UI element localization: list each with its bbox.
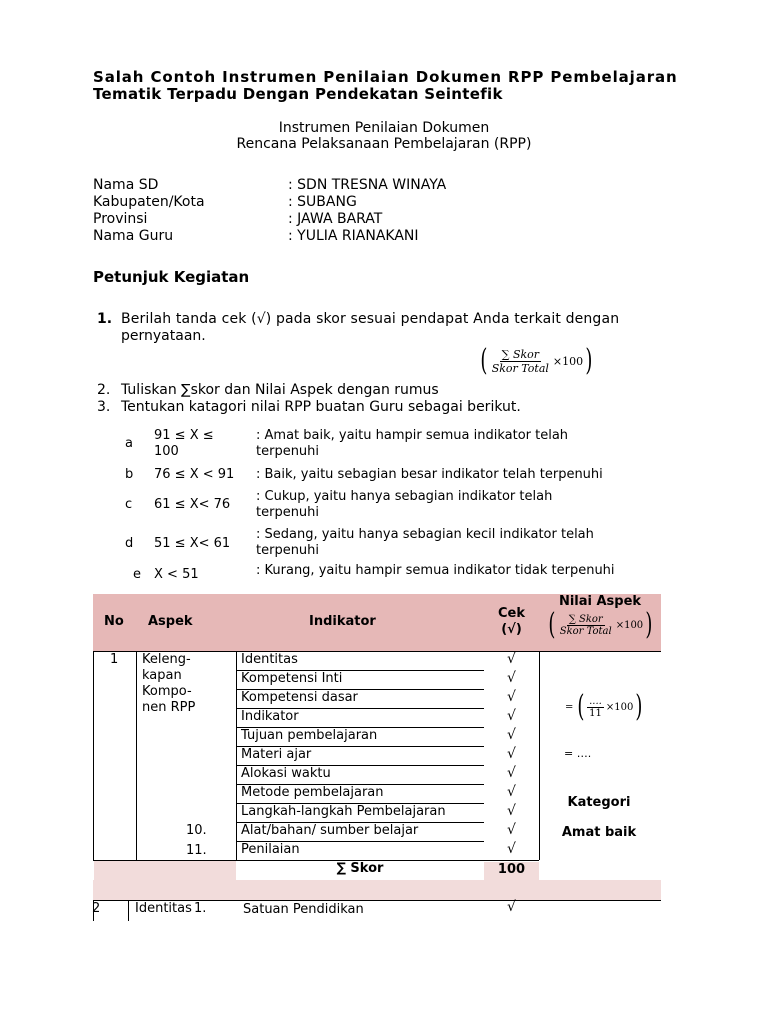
instruction-3-num: 3. xyxy=(97,399,111,415)
check-mark-icon: √ xyxy=(507,746,516,762)
document-title-line2: Tematik Terpadu Dengan Pendekatan Seintefik xyxy=(93,85,503,103)
row1-number: 1 xyxy=(110,652,119,667)
category-e-letter: e xyxy=(133,567,141,582)
row1-aspek-line3: Kompo- xyxy=(142,684,192,699)
indicator-num-10: 10. xyxy=(186,823,207,838)
calc-denominator: 11 xyxy=(589,707,602,719)
check-mark-icon: √ xyxy=(507,689,516,705)
category-c-desc: : Cukup, yaitu hanya sebagian indikator telah xyxy=(256,489,553,504)
row2-indicator: Satuan Pendidikan xyxy=(243,902,364,917)
info-label-nama-guru: Nama Guru xyxy=(93,228,174,244)
header-cek-symbol: (√) xyxy=(501,622,522,637)
category-a-range-2: 100 xyxy=(154,444,179,459)
instruction-1-line1: Berilah tanda cek (√) pada skor sesuai pendapat Anda terkait dengan xyxy=(121,311,620,327)
calc-result: = …. xyxy=(564,747,592,760)
row2-number: 2 xyxy=(92,901,101,916)
instruction-3: Tentukan katagori nilai RPP buatan Guru sebagai berikut. xyxy=(121,399,521,415)
category-a-range: 91 ≤ X ≤ xyxy=(154,428,214,443)
indicator-label: Tujuan pembelajaran xyxy=(241,728,378,743)
calc-paren-left-icon: ( xyxy=(577,689,585,724)
calc-paren-right-icon: ) xyxy=(635,689,643,724)
row1-aspek-line1: Keleng- xyxy=(142,652,191,667)
header-paren-right-icon: ) xyxy=(645,607,653,642)
header-paren-left-icon: ( xyxy=(548,607,556,642)
indicator-row xyxy=(236,689,484,709)
indicator-label: Kompetensi dasar xyxy=(241,690,358,705)
indicator-label: Kompetensi Inti xyxy=(241,671,343,686)
info-value-kabupaten: : SUBANG xyxy=(288,194,357,210)
nilai-calculation xyxy=(563,689,645,724)
indicator-row xyxy=(236,822,484,842)
kategori-value: Amat baik xyxy=(561,825,637,840)
indicator-row xyxy=(236,784,484,804)
category-a-desc-2: terpenuhi xyxy=(256,444,320,459)
category-a-desc: : Amat baik, yaitu hampir semua indikator telah xyxy=(256,428,569,443)
calc-numerator: .... xyxy=(589,695,602,707)
row1-left-border xyxy=(93,651,94,860)
calc-equals: = xyxy=(565,701,574,713)
category-c-range: 61 ≤ X< 76 xyxy=(154,497,231,512)
check-mark-icon: √ xyxy=(507,784,516,800)
indicator-row xyxy=(236,670,484,690)
indicator-row xyxy=(236,765,484,785)
instruction-1-num: 1. xyxy=(97,311,113,327)
indicator-row xyxy=(236,746,484,766)
info-value-nama-guru: : YULIA RIANAKANI xyxy=(288,228,419,244)
indicator-label: Metode pembelajaran xyxy=(241,785,384,800)
info-value-provinsi: : JAWA BARAT xyxy=(288,211,383,227)
category-d-desc: : Sedang, yaitu hanya sebagian kecil indikator telah xyxy=(256,527,594,542)
skor-label: ∑ Skor xyxy=(336,861,384,876)
indicator-label: Indikator xyxy=(241,709,299,724)
category-d-desc-2: terpenuhi xyxy=(256,543,320,558)
check-mark-icon: √ xyxy=(507,803,516,819)
indicator-row xyxy=(236,803,484,823)
indicator-label: Identitas xyxy=(241,652,298,667)
instruction-2: Tuliskan ∑skor dan Nilai Aspek dengan rumus xyxy=(121,382,439,398)
header-formula-numerator: ∑ Skor xyxy=(568,613,603,625)
check-mark-icon: √ xyxy=(507,822,516,838)
category-d-range: 51 ≤ X< 61 xyxy=(154,536,231,551)
instruction-1-line2: pernyataan. xyxy=(121,328,206,344)
header-formula xyxy=(546,607,655,642)
paren-right-icon: ) xyxy=(585,343,593,378)
indicator-label: Alat/bahan/ sumber belajar xyxy=(241,823,419,838)
indicator-label: Langkah-langkah Pembelajaran xyxy=(241,804,446,819)
indicator-row xyxy=(236,651,484,671)
info-label-kabupaten: Kabupaten/Kota xyxy=(93,194,205,210)
indicator-label: Penilaian xyxy=(241,842,300,857)
category-c-desc-2: terpenuhi xyxy=(256,505,320,520)
check-mark-icon: √ xyxy=(507,727,516,743)
indicator-label: Alokasi waktu xyxy=(241,766,331,781)
header-cek: Cek xyxy=(497,606,525,621)
info-value-nama-sd: : SDN TRESNA WINAYA xyxy=(288,177,447,193)
indicator-label: Materi ajar xyxy=(241,747,312,762)
skor-band-left xyxy=(94,861,236,880)
header-formula-multiplier: ×100 xyxy=(615,619,644,631)
kategori-label: Kategori xyxy=(567,795,631,810)
info-label-nama-sd: Nama SD xyxy=(93,177,159,193)
category-b-range: 76 ≤ X < 91 xyxy=(154,467,235,482)
header-indikator: Indikator xyxy=(309,614,376,629)
category-e-range: X < 51 xyxy=(154,567,199,582)
header-formula-denominator: Skor Total xyxy=(559,625,612,637)
row1-no-border xyxy=(136,651,137,860)
paren-left-icon: ( xyxy=(480,343,488,378)
category-d-letter: d xyxy=(125,536,134,551)
document-title-line1: Salah Contoh Instrumen Penilaian Dokumen RPP Pembelajaran xyxy=(93,68,678,86)
formula-numerator: ∑ Skor xyxy=(501,347,540,361)
indicator-num-11: 11. xyxy=(186,843,207,858)
check-mark-icon: √ xyxy=(507,708,516,724)
header-nilai-aspek: Nilai Aspek xyxy=(558,594,642,609)
petunjuk-heading: Petunjuk Kegiatan xyxy=(93,268,250,286)
instruction-2-num: 2. xyxy=(97,382,111,398)
formula-nilai-aspek xyxy=(478,343,595,378)
row2-check-mark-icon: √ xyxy=(507,899,516,915)
header-no: No xyxy=(104,614,124,629)
info-label-provinsi: Provinsi xyxy=(93,211,148,227)
row1-aspek-line4: nen RPP xyxy=(142,700,196,715)
check-mark-icon: √ xyxy=(507,670,516,686)
separator-band xyxy=(93,880,661,900)
row2-aspek: Identitas xyxy=(135,901,192,916)
indicator-row xyxy=(236,708,484,728)
row2-no-border xyxy=(128,901,129,921)
skor-value: 100 xyxy=(484,862,539,880)
formula-multiplier: ×100 xyxy=(552,354,584,368)
check-mark-icon: √ xyxy=(507,765,516,781)
category-c-letter: c xyxy=(125,497,133,512)
category-b-letter: b xyxy=(125,467,134,482)
subtitle-line2: Rencana Pelaksanaan Pembelajaran (RPP) xyxy=(236,136,532,152)
row1-aspek-line2: kapan xyxy=(142,668,182,683)
formula-denominator: Skor Total xyxy=(491,361,549,375)
check-mark-icon: √ xyxy=(507,651,516,667)
calc-multiplier: ×100 xyxy=(605,701,634,713)
indicator-row xyxy=(236,727,484,747)
check-mark-icon: √ xyxy=(507,841,516,857)
row2-num: 1. xyxy=(194,901,207,916)
category-b-desc: : Baik, yaitu sebagian besar indikator telah terpenuhi xyxy=(256,467,603,482)
category-e-desc: : Kurang, yaitu hampir semua indikator tidak terpenuhi xyxy=(256,563,615,578)
category-a-letter: a xyxy=(125,436,133,451)
subtitle-line1: Instrumen Penilaian Dokumen xyxy=(278,120,490,136)
indicator-row xyxy=(236,841,484,860)
header-aspek: Aspek xyxy=(148,614,193,629)
